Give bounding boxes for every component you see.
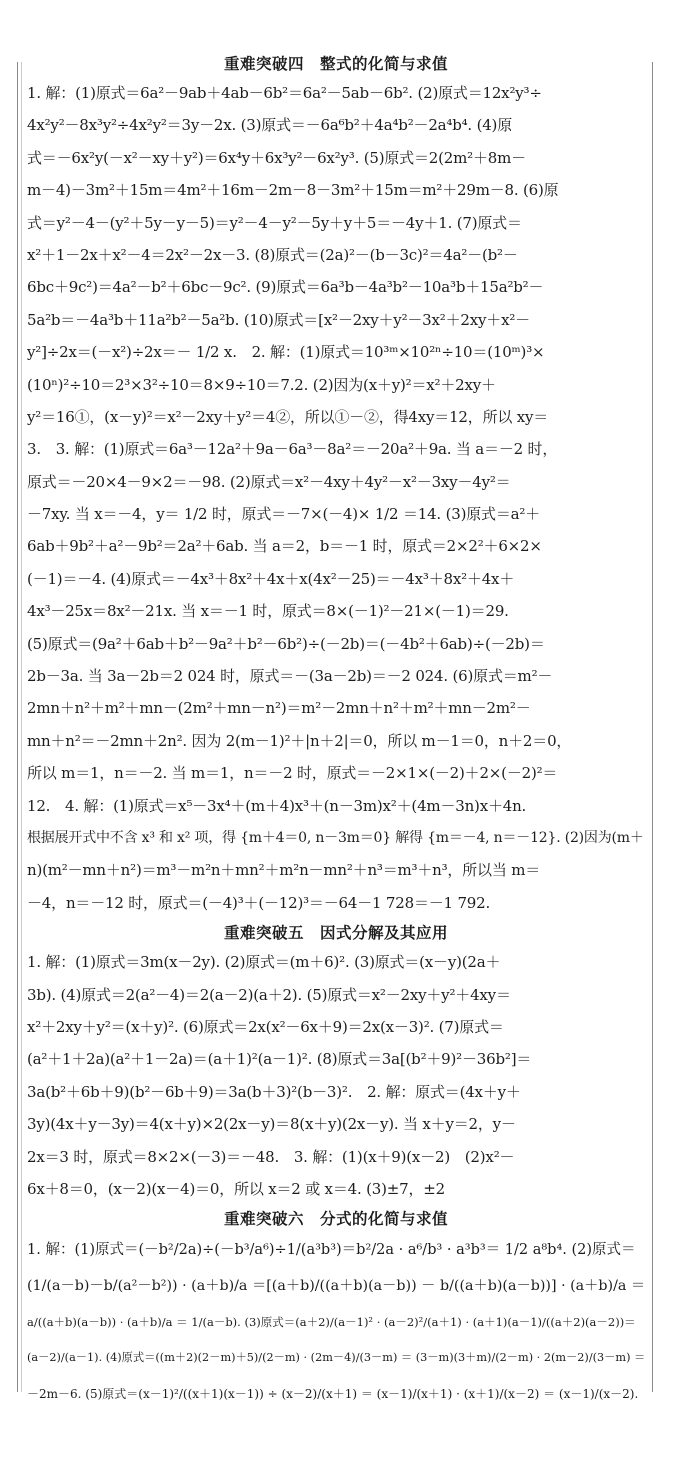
section-title: 重难突破五 因式分解及其应用 (223, 924, 448, 943)
text-line: 2b－3a. 当 3a－2b＝2 024 时，原式＝－(3a－2b)＝－2 024. (6)原式＝m²－ (27, 667, 553, 686)
text-line: 2x＝3 时，原式＝8×2×(－3)＝－48. 3. 解：(1)(x＋9)(x－2) (2)x²－ (27, 1147, 515, 1166)
text-line: 3. 3. 解：(1)原式＝6a³－12a²＋9a－6a³－8a²＝－20a²＋9a. 当 a＝－2 时， (27, 440, 558, 459)
text-line: 6ab＋9b²＋a²－9b²＝2a²＋6ab. 当 a＝2，b＝－1 时，原式＝2×2²＋6×2× (27, 537, 542, 556)
section-body (27, 946, 645, 1205)
text-line: (1/(a－b)－b/(a²－b²)) · (a＋b)/a ＝[(a＋b)/((a＋b)(a－b)) － b/((a＋b)(a－b))] · (a＋b)/a ＝ (27, 1278, 645, 1295)
text-line: －7xy. 当 x＝－4，y＝ 1/2 时，原式＝－7×(－4)× 1/2 ＝14. (3)原式＝a²＋ (27, 505, 540, 524)
text-line: 12. 4. 解：(1)原式＝x⁵－3x⁴＋(m＋4)x³＋(n－3m)x²＋(4m－3n)x＋4n. (27, 796, 527, 815)
text-line: 1. 解：(1)原式＝3m(x－2y). (2)原式＝(m＋6)². (3)原式＝(x－y)(2a＋ (27, 953, 501, 972)
text-line: 根据展开式中不含 x³ 和 x² 项，得 {m＋4＝0, n－3m＝0} 解得 {m＝－4, n＝－12}. (2)因为(m＋ (27, 829, 644, 846)
text-line: 4x³－25x＝8x²－21x. 当 x＝－1 时，原式＝8×(－1)²－21×(－1)＝29. (27, 602, 509, 621)
text-line: (－1)＝－4. (4)原式＝－4x³＋8x²＋4x＋x(4x²－25)＝－4x³＋8x²＋4x＋ (27, 569, 515, 588)
text-line: 6x＋8＝0，(x－2)(x－4)＝0，所以 x＝2 或 x＝4. (3)±7，±2 (27, 1179, 445, 1198)
text-line: mn＋n²＝－2mn＋2n². 因为 2(m－1)²＋|n＋2|＝0，所以 m－1＝0，n＋2＝0， (27, 731, 572, 750)
text-line: 3y)(4x＋y－3y)＝4(x＋y)×2(2x－y)＝8(x＋y)(2x－y). 当 x＋y＝2，y－ (27, 1115, 516, 1134)
text-line: (10ⁿ)²÷10＝2³×3²÷10＝8×9÷10＝7.2. (2)因为(x＋y)²＝x²＋2xy＋ (27, 375, 496, 394)
text-line: 式＝y²－4－(y²＋5y－y－5)＝y²－4－y²－5y＋y＋5＝－4y＋1. (7)原式＝ (27, 213, 522, 232)
text-line: 1. 解：(1)原式＝6a²－9ab＋4ab－6b²＝6a²－5ab－6b². (2)原式＝12x²y³÷ (27, 84, 542, 102)
text-line: 3a(b²＋6b＋9)(b²－6b＋9)＝3a(b＋3)²(b－3)². 2. 解：原式＝(4x＋y＋ (27, 1082, 521, 1101)
text-line: 所以 m＝1，n＝－2. 当 m＝1，n＝－2 时，原式＝－2×1×(－2)＋2×(－2)²＝ (27, 764, 558, 783)
text-line: 5a²b＝－4a³b＋11a²b²－5a²b. (10)原式＝[x²－2xy＋y²－3x²＋2xy＋x²－ (27, 310, 530, 329)
text-line: n)(m²－mn＋n²)＝m³－m²n＋mn²＋m²n－mn²＋n³＝m³＋n³，所以当 m＝ (27, 861, 541, 880)
text-line: (a²＋1＋2a)(a²＋1－2a)＝(a＋1)²(a－1)². (8)原式＝3a[(b²＋9)²－36b²]＝ (27, 1050, 532, 1069)
text-line: (a－2)/(a－1). (4)原式＝((m＋2)(2－m)＋5)/(2－m) · (2m－4)/(3－m) ＝ (3－m)(3＋m)/(2－m) · 2(m－2)/(3－m) ＝ (27, 1351, 645, 1365)
text-line: y²]÷2x＝(－x²)÷2x＝－ 1/2 x. 2. 解：(1)原式＝10³ᵐ×10²ⁿ÷10＝(10ᵐ)³× (27, 343, 545, 362)
text-line: 6bc＋9c²)＝4a²－b²＋6bc－9c². (9)原式＝6a³b－4a³b²－10a³b＋15a²b²－ (27, 278, 544, 297)
text-line: m－4)－3m²＋15m＝4m²＋16m－2m－8－3m²＋15m＝m²＋29m－8. (6)原 (27, 181, 559, 200)
text-line: y²＝16①，(x－y)²＝x²－2xy＋y²＝4②，所以①－②，得4xy＝12，所以 xy＝ (27, 407, 549, 426)
text-line: 式＝－6x²y(－x²－xy＋y²)＝6x⁴y＋6x³y²－6x²y³. (5)原式＝2(2m²＋8m－ (27, 148, 526, 167)
text-line: －4，n＝－12 时，原式＝(－4)³＋(－12)³＝－64－1 728＝－1 792. (27, 893, 491, 912)
text-line: 1. 解：(1)原式＝(－b²/2a)÷(－b³/a⁶)÷1/(a³b³)＝b²/2a · a⁶/b³ · a³b³＝ 1/2 a⁸b⁴. (2)原式＝ (27, 1242, 636, 1259)
section-title: 重难突破四 整式的化简与求值 (223, 55, 448, 73)
text-line: a/((a＋b)(a－b)) · (a＋b)/a ＝ 1/(a－b). (3)原式＝(a＋2)/(a－1)² · (a－2)²/(a＋1) · (a＋1)(a－1)/((a＋2)(a－2))＝ (27, 1315, 636, 1330)
text-line: 4x²y²－8x³y²÷4x²y²＝3y－2x. (3)原式＝－6a⁶b²＋4a⁴b²－2a⁴b⁴. (4)原 (27, 116, 513, 135)
text-line: (5)原式＝(9a²＋6ab＋b²－9a²＋b²－6b²)÷(－2b)＝(－4b²＋6ab)÷(－2b)＝ (27, 634, 545, 653)
text-line: －2m－6. (5)原式＝(x－1)²/((x＋1)(x－1)) ÷ (x－2)/(x＋1) ＝ (x－1)/(x＋1) · (x＋1)/(x－2) ＝ (x－1)/(x－2). (27, 1387, 639, 1402)
text-line: x²＋2xy＋y²＝(x＋y)². (6)原式＝2x(x²－6x＋9)＝2x(x－3)². (7)原式＝ (27, 1017, 504, 1036)
section-title: 重难突破六 分式的化简与求值 (223, 1210, 448, 1229)
text-line: 2mn＋n²＋m²＋mn－(2m²＋mn－n²)＝m²－2mn＋n²＋m²＋mn－2m²－ (27, 699, 531, 718)
text-line: 原式＝－20×4－9×2＝－98. (2)原式＝x²－4xy＋4y²－x²－3xy－4y²＝ (27, 472, 511, 491)
text-line: 3b). (4)原式＝2(a²－4)＝2(a－2)(a＋2). (5)原式＝x²－2xy＋y²＋4xy＝ (27, 985, 511, 1004)
text-line: x²＋1－2x＋x²－4＝2x²－2x－3. (8)原式＝(2a)²－(b－3c)²＝4a²－(b²－ (27, 245, 518, 264)
section-body (27, 1232, 645, 1412)
right-margin-rule (652, 62, 653, 1392)
answer-page (27, 50, 645, 1412)
section-body (27, 77, 645, 919)
